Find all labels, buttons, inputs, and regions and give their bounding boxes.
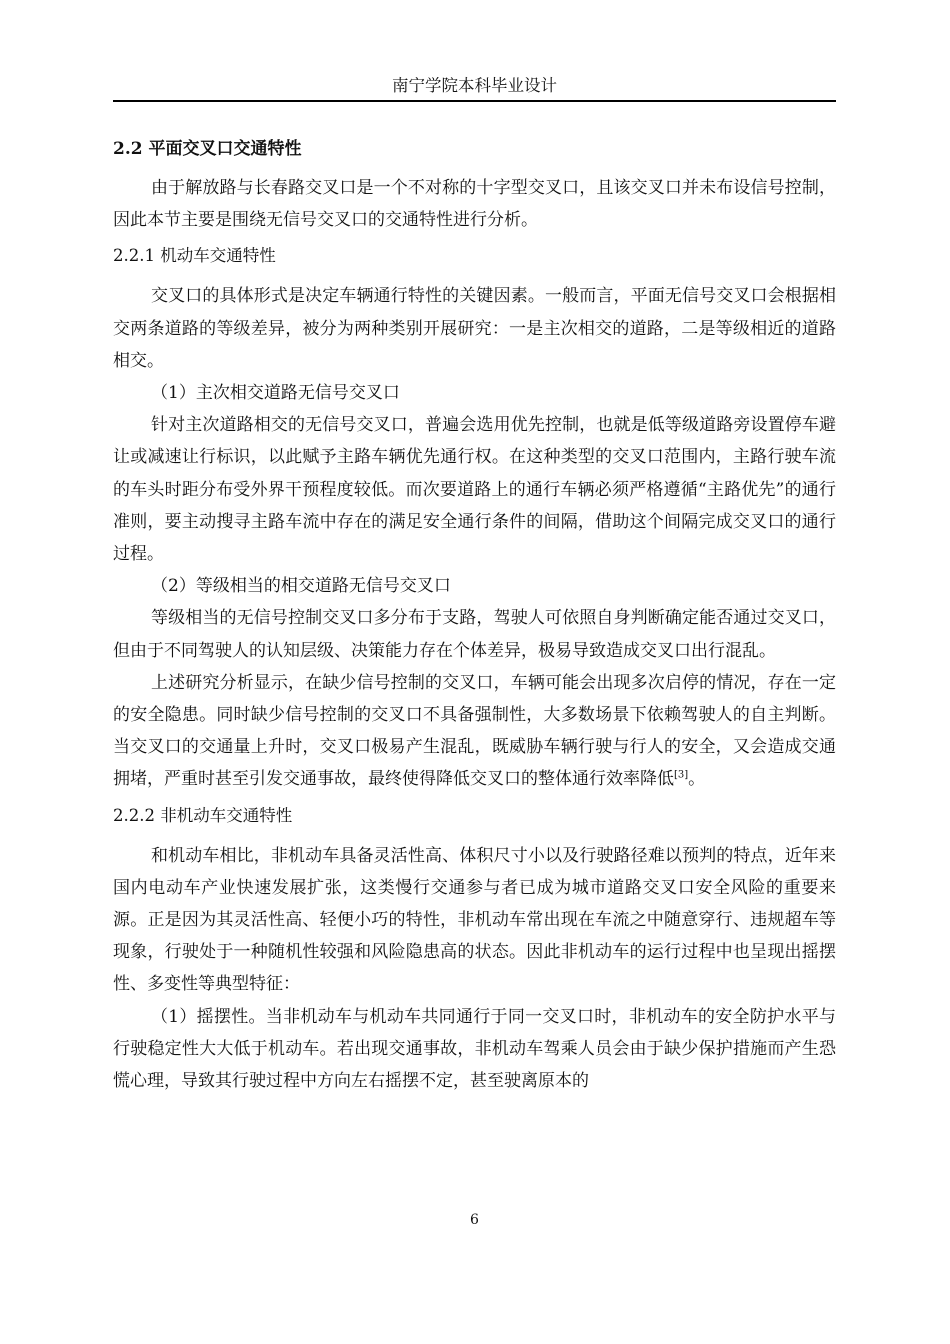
section-heading-2-2: 2.2 平面交叉口交通特性: [113, 139, 302, 159]
header-rule: [113, 100, 836, 102]
summary-end: 。: [688, 769, 706, 790]
section-heading-2-2-2: 2.2.2 非机动车交通特性: [113, 805, 293, 825]
motor-vehicle-paragraph-1: 交叉口的具体形式是决定车辆通行特性的关键因素。一般而言，平面无信号交叉口会根据相交两条道路的等级差异，被分为两种类别开展研究：一是主次相交的道路，二是等级相近的道路相交。: [113, 286, 836, 371]
section-heading-2-2-1: 2.2.1 机动车交通特性: [113, 246, 276, 266]
citation-ref: [3]: [674, 769, 689, 781]
section-2-2-intro: 由于解放路与长春路交叉口是一个不对称的十字型交叉口，且该交叉口并未布设信号控制，因此本节主要是围绕无信号交叉口的交通特性进行分析。: [113, 178, 836, 231]
non-motor-paragraph-1: 和机动车相比，非机动车具备灵活性高、体积尺寸小以及行驶路径难以预判的特点，近年来国内电动车产业快速发展扩张，这类慢行交通参与者已成为城市道路交叉口安全风险的重要来源。正是因为其灵活性高、轻便小巧的特性，非机动车常出现在车流之中随意穿行、违规超车等现象，行驶处于一种随机性较强和风险隐患高的状态。因此非机动车的运行过程中也呈现出摇摆性、多变性等典型特征：: [113, 845, 836, 995]
item-1-title: （1）主次相交道路无信号交叉口: [151, 383, 400, 404]
non-motor-paragraph-2: （1）摇摆性。当非机动车与机动车共同通行于同一交叉口时，非机动车的安全防护水平与行驶稳定性大大低于机动车。若出现交通事故，非机动车驾乘人员会由于缺少保护措施而产生恐慌心理，导致其行驶过程中方向左右摇摆不定，甚至驶离原本的: [113, 1006, 836, 1092]
summary-text: 上述研究分析显示，在缺少信号控制的交叉口，车辆可能会出现多次启停的情况，存在一定的安全隐患。同时缺少信号控制的交叉口不具备强制性，大多数场景下依赖驾驶人的自主判断。当交叉口的交通量上升时，交叉口极易产生混乱，既威胁车辆行驶与行人的安全，又会造成交通拥堵，严重时甚至引发交通事故，最终使得降低交叉口的整体通行效率降低: [113, 672, 836, 790]
page-number: 6: [470, 1212, 479, 1228]
page-header: 南宁学院本科毕业设计: [392, 76, 557, 95]
item-1-body: 针对主次道路相交的无信号交叉口，普遍会选用优先控制，也就是低等级道路旁设置停车避让或减速让行标识，以此赋予主路车辆优先通行权。在这种类型的交叉口范围内，主路行驶车流的车头时距分布受外界干预程度较低。而次要道路上的通行车辆必须严格遵循“主路优先”的通行准则，要主动搜寻主路车流中存在的满足安全通行条件的间隔，借助这个间隔完成交叉口的通行过程。: [113, 415, 836, 565]
item-2-body: 等级相当的无信号控制交叉口多分布于支路，驾驶人可依照自身判断确定能否通过交叉口，但由于不同驾驶人的认知层级、决策能力存在个体差异，极易导致造成交叉口出行混乱。: [113, 608, 836, 661]
item-2-title: （2）等级相当的相交道路无信号交叉口: [151, 576, 451, 597]
main-content: [113, 135, 836, 1097]
summary-paragraph: [113, 667, 836, 796]
